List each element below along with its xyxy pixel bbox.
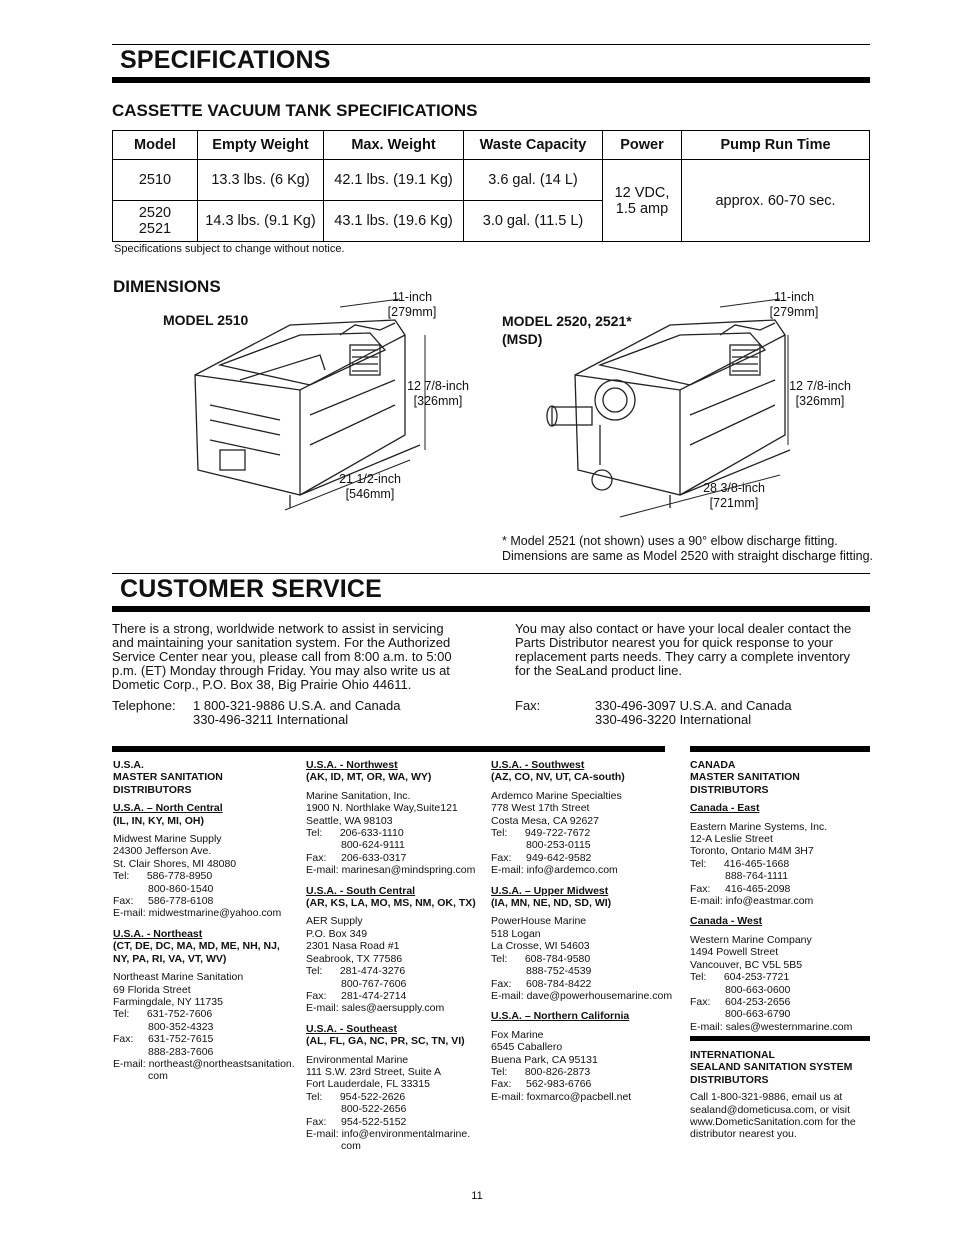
footnote-line-1: * Model 2521 (not shown) uses a 90° elbow discharge fitting.	[502, 534, 838, 548]
telephone-intl: 330-496-3211 International	[193, 712, 349, 727]
distributor-line: Ardemco Marine Specialties	[491, 789, 622, 802]
region-heading	[491, 885, 666, 910]
distributor-line: 800-663-6790	[690, 1008, 791, 1021]
distributor-line: Tel: 800-826-2873	[491, 1065, 591, 1078]
distributor-line: P.O. Box 349	[306, 927, 368, 940]
distributor-line: E-mail: info@eastmar.com	[690, 895, 814, 908]
distributor-line: 800-860-1540	[113, 882, 214, 895]
distributor-line: E-mail: northeast@northeastsanitation.	[113, 1057, 295, 1070]
distributor-line: 6545 Caballero	[491, 1041, 563, 1054]
telephone-usa: 1 800-321-9886 U.S.A. and Canada	[193, 698, 401, 713]
fax-label: Fax:	[515, 698, 541, 713]
distributor-line: Fort Lauderdale, FL 33315	[306, 1078, 430, 1091]
distributor-entry	[306, 1054, 481, 1153]
distributor-line: Tel: 604-253-7721	[690, 971, 790, 984]
tank1-height-in: 12 7/8-inch	[407, 379, 469, 393]
col-header-max-weight: Max. Weight	[324, 131, 464, 160]
intl-heading-line: DISTRIBUTORS	[690, 1073, 769, 1086]
spec-note: Specifications subject to change without notice.	[114, 243, 345, 255]
distributor-line: Tel: 586-778-8950	[113, 870, 213, 883]
distributors-col-3	[491, 759, 673, 1111]
intl-body-line: Call 1-800-321-9886, email us at	[690, 1091, 843, 1104]
cs-rule	[112, 606, 870, 612]
col-header-waste-capacity: Waste Capacity	[464, 131, 603, 160]
col-header-power: Power	[603, 131, 682, 160]
distributor-line: com	[113, 1070, 168, 1083]
distributor-entry	[113, 971, 295, 1083]
distributor-line: 800-767-7606	[306, 977, 407, 990]
cs-right-line: replacement parts needs. They carry a complete inventory	[515, 649, 851, 664]
distributor-line: Fax: 604-253-2656	[690, 995, 791, 1008]
distributor-line: 800-253-0115	[491, 839, 591, 852]
cs-left-line: p.m. (ET) Monday through Friday. You may also write us at	[112, 663, 450, 678]
tank1-length-mm: [546mm]	[345, 487, 395, 501]
model-2510-label: MODEL 2510	[163, 312, 249, 328]
distributor-line: La Crosse, WI 54603	[491, 940, 590, 953]
specifications-title: SPECIFICATIONS	[120, 46, 331, 74]
canada-distributors-rule	[690, 746, 870, 752]
cs-left-line: and maintaining your sanitation system. For the Authorized	[112, 635, 451, 650]
intl-body-line: distributor nearest you.	[690, 1128, 797, 1141]
distributor-line: Tel: 954-522-2626	[306, 1090, 406, 1103]
distributor-line: 12-A Leslie Street	[690, 833, 773, 846]
specifications-rule	[112, 77, 870, 83]
distributor-line: PowerHouse Marine	[491, 915, 587, 928]
region-name: U.S.A. – Upper Midwest	[491, 884, 609, 897]
cs-left-line: Service Center near you, please call from 8:00 a.m. to 5:00	[112, 649, 452, 664]
intl-body-line: sealand@dometicusa.com, or visit	[690, 1103, 851, 1116]
distributor-line: Fax: 416-465-2098	[690, 882, 791, 895]
international-distributors	[690, 1049, 865, 1141]
distributor-line: Western Marine Company	[690, 933, 812, 946]
distributor-line: Fax: 631-752-7615	[113, 1033, 214, 1046]
region-name: U.S.A. - Southwest	[491, 759, 585, 771]
tank1-length	[330, 472, 410, 502]
distributor-line: Vancouver, BC V5L 5B5	[690, 958, 803, 971]
region-heading	[306, 1023, 481, 1048]
distributor-line: 111 S.W. 23rd Street, Suite A	[306, 1065, 442, 1078]
distributor-entry	[306, 915, 481, 1014]
spec-table	[112, 130, 870, 242]
cs-left-line: Dometic Corp., P.O. Box 38, Big Prairie Ohio 44611.	[112, 677, 412, 692]
distributor-heading-line: CANADA	[690, 759, 736, 771]
distributor-heading	[113, 759, 288, 796]
distributor-entry	[491, 1029, 666, 1103]
tank2-height	[780, 379, 860, 409]
distributor-entry	[690, 934, 865, 1033]
region-heading	[306, 885, 481, 910]
tank1-width	[372, 290, 452, 320]
tank2-width-in: 11-inch	[773, 290, 815, 304]
distributor-entry	[491, 915, 673, 1002]
distributor-line: Eastern Marine Systems, Inc.	[690, 820, 828, 833]
region-states: NY, PA, RI, VA, VT, WV)	[113, 952, 227, 965]
distributor-line: 518 Logan	[491, 927, 541, 940]
region-heading	[113, 802, 288, 827]
intl-heading	[690, 1049, 865, 1086]
tank1-height	[398, 379, 478, 409]
distributor-line: 24300 Jefferson Ave.	[113, 845, 212, 858]
cell-max-weight: 43.1 lbs. (19.6 Kg)	[324, 201, 464, 242]
region-name: Canada - West	[690, 915, 763, 928]
distributor-line: E-mail: marinesan@mindspring.com	[306, 864, 476, 877]
distributor-line: Tel: 949-722-7672	[491, 827, 591, 840]
telephone-label: Telephone:	[112, 698, 176, 713]
cs-left-paragraph	[112, 622, 472, 692]
region-states: (IA, MN, NE, ND, SD, WI)	[491, 897, 612, 910]
table-row	[113, 160, 870, 201]
distributor-line: 778 West 17th Street	[491, 802, 590, 815]
distributor-heading	[690, 759, 865, 796]
intl-heading-line: SEALAND SANITATION SYSTEM	[690, 1061, 853, 1074]
distributor-line: St. Clair Shores, MI 48080	[113, 857, 237, 870]
distributor-line: Fax: 949-642-9582	[491, 851, 592, 864]
cs-right-line: Parts Distributor nearest you for quick response to your	[515, 635, 833, 650]
region-name: U.S.A. - Northeast	[113, 927, 203, 940]
distributor-line: 2301 Nasa Road #1	[306, 940, 400, 953]
cs-right-paragraph	[515, 622, 875, 678]
top-rule	[112, 44, 870, 45]
cell-empty-weight: 14.3 lbs. (9.1 Kg)	[198, 201, 324, 242]
model-2521: 2521	[138, 221, 172, 237]
model-2520-label-line2: (MSD)	[502, 331, 543, 347]
distributor-line: Tel: 206-633-1110	[306, 827, 404, 840]
region-states: (AK, ID, MT, OR, WA, WY)	[306, 771, 432, 784]
distributor-line: 888-752-4539	[491, 965, 592, 978]
distributor-line: E-mail: foxmarco@pacbell.net	[491, 1090, 632, 1103]
region-heading	[113, 928, 288, 965]
tank1-length-in: 21 1/2-inch	[339, 472, 401, 486]
cell-empty-weight: 13.3 lbs. (6 Kg)	[198, 160, 324, 201]
fax-numbers	[595, 699, 792, 727]
cassette-subtitle: CASSETTE VACUUM TANK SPECIFICATIONS	[112, 101, 478, 120]
intl-body	[690, 1091, 865, 1141]
distributor-heading-line: U.S.A.	[113, 759, 144, 771]
cs-right-line: for the SeaLand product line.	[515, 663, 682, 678]
distributor-line: E-mail: sales@westernmarine.com	[690, 1020, 853, 1033]
distributor-line: 1494 Powell Street	[690, 946, 779, 959]
distributor-heading-line: DISTRIBUTORS	[113, 783, 192, 796]
distributor-line: Seattle, WA 98103	[306, 814, 393, 827]
fax-intl: 330-496-3220 International	[595, 712, 752, 727]
table-header-row	[113, 131, 870, 160]
distributor-line: 800-663-0600	[690, 983, 791, 996]
distributor-line: 1900 N. Northlake Way,Suite121	[306, 802, 458, 815]
distributor-heading-line: MASTER SANITATION	[113, 771, 223, 784]
distributor-entry	[491, 790, 666, 877]
cell-capacity: 3.6 gal. (14 L)	[464, 160, 603, 201]
telephone-numbers	[193, 699, 400, 727]
distributor-line: Tel: 631-752-7606	[113, 1008, 213, 1021]
distributor-line: Buena Park, CA 95131	[491, 1053, 598, 1066]
distributor-line: Farmingdale, NY 11735	[113, 995, 223, 1008]
distributor-entry	[690, 821, 865, 908]
intl-body-line: www.DometicSanitation.com for the	[690, 1116, 856, 1129]
cs-left-line: There is a strong, worldwide network to assist in servicing	[112, 621, 444, 636]
intl-heading-line: INTERNATIONAL	[690, 1049, 775, 1061]
distributor-entry	[306, 790, 481, 877]
distributor-line: Environmental Marine	[306, 1053, 409, 1066]
model-2520: 2520	[138, 205, 172, 221]
distributor-line: 800-352-4323	[113, 1020, 214, 1033]
distributor-line: Costa Mesa, CA 92627	[491, 814, 599, 827]
distributor-heading-line: DISTRIBUTORS	[690, 783, 769, 796]
distributor-line: AER Supply	[306, 915, 363, 928]
region-states: (AZ, CO, NV, UT, CA-south)	[491, 771, 625, 784]
page-number: 11	[471, 1190, 483, 1202]
cs-right-line: You may also contact or have your local dealer contact the	[515, 621, 852, 636]
distributor-line: 800-624-9111	[306, 839, 405, 852]
fax-usa: 330-496-3097 U.S.A. and Canada	[595, 698, 792, 713]
distributor-line: 69 Florida Street	[113, 983, 191, 996]
region-heading	[491, 1010, 666, 1022]
region-name: U.S.A. - Northwest	[306, 759, 398, 771]
tank2-length-mm: [721mm]	[709, 496, 759, 510]
cs-top-rule	[112, 573, 870, 574]
customer-service-title: CUSTOMER SERVICE	[120, 575, 383, 603]
region-states: (CT, DE, DC, MA, MD, ME, NH, NJ,	[113, 940, 280, 953]
dimensions-title: DIMENSIONS	[113, 277, 221, 296]
region-states: (AL, FL, GA, NC, PR, SC, TN, VI)	[306, 1035, 465, 1048]
distributor-line: Seabrook, TX 77586	[306, 952, 403, 965]
distributors-col-1	[113, 759, 295, 1091]
model-2520-label-line1: MODEL 2520, 2521*	[502, 313, 632, 329]
distributor-line: E-mail: dave@powerhousemarine.com	[491, 989, 673, 1002]
tank2-height-mm: [326mm]	[795, 394, 845, 408]
region-heading	[690, 915, 865, 927]
region-states: (AR, KS, LA, MO, MS, NM, OK, TX)	[306, 897, 476, 910]
distributor-line: Fax: 954-522-5152	[306, 1115, 407, 1128]
distributor-line: E-mail: midwestmarine@yahoo.com	[113, 907, 282, 920]
distributor-line: E-mail: sales@aersupply.com	[306, 1002, 445, 1015]
cell-model	[113, 201, 198, 242]
tank1-width-in: 11-inch	[391, 290, 433, 304]
distributor-line: Fax: 206-633-0317	[306, 851, 407, 864]
footnote-line-2: Dimensions are same as Model 2520 with straight discharge fitting.	[502, 549, 874, 563]
distributor-line: Marine Sanitation, Inc.	[306, 789, 411, 802]
region-name: U.S.A. - Southeast	[306, 1022, 398, 1035]
region-heading	[306, 759, 481, 784]
region-heading	[491, 759, 666, 784]
region-name: U.S.A. - South Central	[306, 884, 416, 897]
distributor-entry	[113, 833, 288, 920]
col-header-empty-weight: Empty Weight	[198, 131, 324, 160]
distributor-line: Tel: 416-465-1668	[690, 857, 790, 870]
col-header-pump-run-time: Pump Run Time	[682, 131, 870, 160]
distributor-heading-line: MASTER SANITATION	[690, 771, 800, 784]
dimensions-footnote	[502, 534, 873, 564]
tank1-width-mm: [279mm]	[387, 305, 437, 319]
col-header-model: Model	[113, 131, 198, 160]
usa-distributors-rule	[112, 746, 665, 752]
distributors-col-4	[690, 759, 865, 1041]
cell-pump-run-time: approx. 60-70 sec.	[682, 160, 870, 242]
distributor-line: com	[306, 1140, 361, 1153]
tank1-height-mm: [326mm]	[413, 394, 463, 408]
cell-model: 2510	[113, 160, 198, 201]
cell-max-weight: 42.1 lbs. (19.1 Kg)	[324, 160, 464, 201]
region-states: (IL, IN, KY, MI, OH)	[113, 814, 204, 827]
region-name: U.S.A. – North Central	[113, 802, 223, 815]
distributor-line: Northeast Marine Sanitation	[113, 971, 244, 984]
region-name: Canada - East	[690, 802, 760, 815]
distributor-line: Midwest Marine Supply	[113, 833, 222, 846]
tank2-width	[754, 290, 834, 320]
tank2-length	[694, 481, 774, 511]
distributor-line: Fax: 281-474-2714	[306, 989, 407, 1002]
distributor-line: Fox Marine	[491, 1028, 544, 1041]
tank2-width-mm: [279mm]	[769, 305, 819, 319]
distributor-line: Toronto, Ontario M4M 3H7	[690, 845, 814, 858]
distributor-line: Fax: 608-784-8422	[491, 977, 592, 990]
distributor-line: Tel: 281-474-3276	[306, 965, 406, 978]
distributor-line: Tel: 608-784-9580	[491, 952, 591, 965]
power-line-2: 1.5 amp	[615, 200, 669, 217]
distributor-line: E-mail: info@ardemco.com	[491, 864, 618, 877]
distributor-line: 800-522-2656	[306, 1103, 407, 1116]
distributor-line: Fax: 586-778-6108	[113, 895, 214, 908]
distributor-line: E-mail: info@environmentalmarine.	[306, 1127, 471, 1140]
cell-capacity: 3.0 gal. (11.5 L)	[464, 201, 603, 242]
cell-power	[603, 160, 682, 242]
region-heading	[690, 802, 865, 814]
distributor-line: Fax: 562-983-6766	[491, 1078, 592, 1091]
tank2-height-in: 12 7/8-inch	[789, 379, 851, 393]
distributor-line: 888-764-1111	[690, 870, 789, 883]
distributors-col-2	[306, 759, 481, 1161]
region-name: U.S.A. – Northern California	[491, 1010, 630, 1023]
tank2-length-in: 28 3/8-inch	[703, 481, 765, 495]
power-line-1: 12 VDC,	[614, 184, 670, 201]
distributor-line: 888-283-7606	[113, 1045, 214, 1058]
